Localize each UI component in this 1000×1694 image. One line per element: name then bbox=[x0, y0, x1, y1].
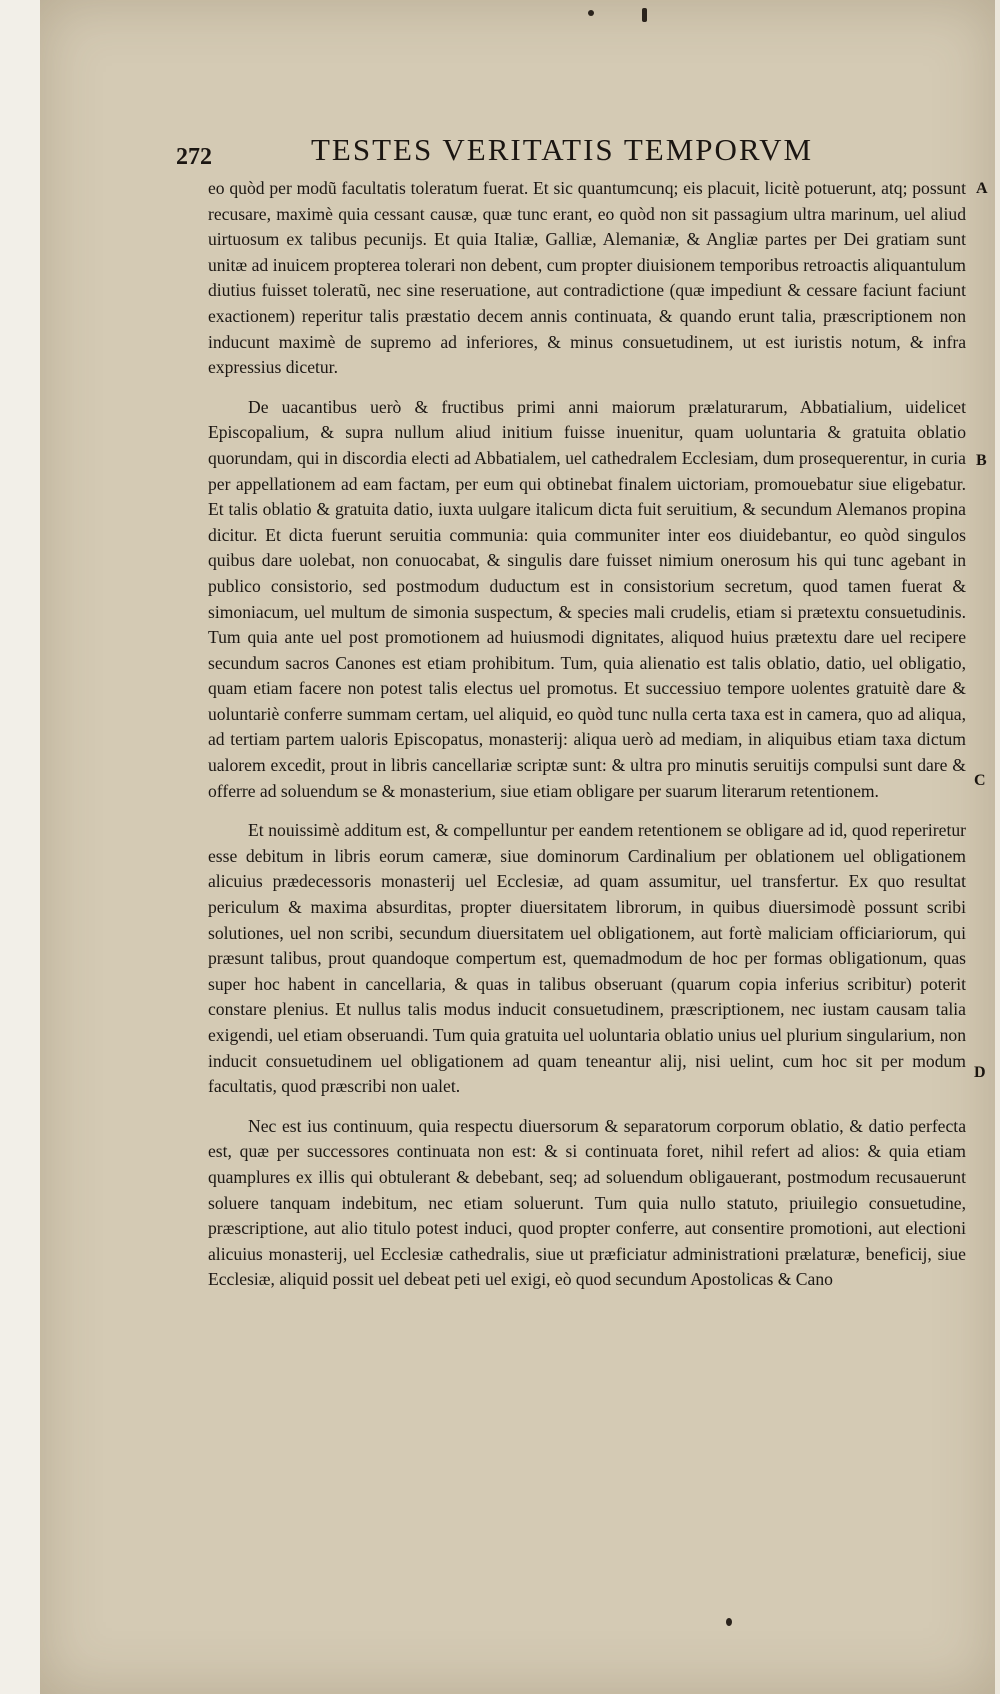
margin-letter-d: D bbox=[974, 1064, 986, 1081]
ink-spot bbox=[588, 10, 594, 16]
paragraph: eo quòd per modũ facultatis toleratum fuerat. Et sic quantumcunq; eis placuit, licitè potuerunt, atq; possunt recusare, maximè quia cessant causæ, quæ tunc erant, eo quòd non sit passagium ultra marinum, uel aliud uirtuosum ex talibus pecunijs. Et quia Italiæ, Galliæ, Alemaniæ, & Angliæ partes per Dei gratiam sunt unitæ ad inuicem propterea tolerari non debent, cum propter diuisionem temporibus retroactis aliquantulum diutius fuisset toleratũ, nec sine reseruatione, aut contradictione (quæ impediunt & cessare faciunt faciunt exactionem) reperitur talis præstatio decem annis continuata, & quando erunt talia, præscriptionem non inducunt maximè de supremo ad inferiores, & minus consuetudinem, ut est iuristis notum, & infra expressius dicetur. bbox=[208, 178, 966, 378]
ink-spot bbox=[642, 8, 647, 22]
margin-letter-a: A bbox=[976, 180, 988, 197]
page-number: 272 bbox=[176, 144, 212, 170]
margin-letter-b: B bbox=[976, 452, 987, 469]
paragraph: Nec est ius continuum, quia respectu diuersorum & separatorum corporum oblatio, & datio perfecta est, quæ per successores continuata non est: & si continuata foret, nihil refert ad alios: & quia etiam quamplures ex illis qui obtulerant & debebant, seq; ad soluendum obligauerant, postmodum recusauerunt soluere tanquam indebitum, nec etiam soluerunt. Tum quia nullo statuto, priuilegio consuetudine, præscriptione, aut alio titulo potest induci, quod propter conferre, aut consentire promotioni, aut electioni alicuius monasterij, uel Ecclesiæ cathedralis, siue ut præficiatur administrationi prælaturæ, beneficij, siue Ecclesiæ, aliquid possit uel debeat peti uel exigi, eò quod secundum Apostolicas & Cano bbox=[208, 1115, 966, 1290]
paragraph: Et nouissimè additum est, & compelluntur per eandem retentionem se obligare ad id, quod reperiretur esse debitum in libris eorum cameræ, siue dominorum Cardinalium per oblationem uel obligationem alicuius prædecessoris monasterij uel Ecclesiæ, ad quam assumitur, uel transfertur. Ex quo resultat periculum & maxima absurditas, propter diuersitatem librorum, in quibus diuersimodè possunt scribi solutiones, uel non scribi, secundum diuersitatem uel obligationem, aut fortè maliciam officiariorum, qui præsunt talibus, prout quandoque compertum est, quemadmodum de hoc per formas obligationum, quas super hoc habent in cancellaria, & quas in talibus obseruant (quarum copia inferius scribitur) poterit constare plenius. Et nullus talis modus inducit consuetudinem, præscriptionem, nec iustam causam talia exigendi, uel etiam obseruandi. Tum quia gratuita uel uoluntaria oblatio unius uel plurium singularium, non inducit consuetudinem uel obligationem ad quam teneantur alij, nisi uelint, cum hoc sit per modum facultatis, quod præscribi non ualet. bbox=[208, 820, 966, 1097]
body-text bbox=[208, 176, 966, 1293]
running-title: TESTES VERITATIS TEMPORVM bbox=[311, 132, 814, 167]
margin-letter-c: C bbox=[974, 772, 986, 789]
page-header bbox=[176, 132, 936, 172]
paragraph: De uacantibus uerò & fructibus primi anni maiorum prælaturarum, Abbatialium, uidelicet Episcopalium, & supra nullum aliud initium fuisse inuenitur, quam uoluntaria & gratuita oblatio quorundam, qui in discordia electi ad Abbatialem, uel cathedralem Ecclesiam, dum prosequerentur, in curia per appellationem ad eam factam, per eum qui obtinebat finalem uictoriam, promouebatur siue eligebatur. Et talis oblatio & gratuita datio, iuxta uulgare italicum dicta fuit seruitium, & secundum Alemanos propina dicitur. Et dicta fuerunt seruitia communia: quia communiter inter eos diuidebantur, eo quòd singulos quibus dare uolebat, non conuocabat, & singulis dare fuisset nimium onerosum his qui tunc agebant in publico consistorio, sed postmodum duductum est in consistorium secretum, quod tamen fuerat & simoniacum, uel multum de simonia suspectum, & species mali crudelis, etiam si prætextu consuetudinis. Tum quia ante uel post promotionem ad huiusmodi dignitates, aliquod huius prætextu dare uel recipere secundum sacros Canones est etiam prohibitum. Tum, quia alienatio est talis oblatio, datio, uel obligatio, quam etiam facere non potest talis electus uel promotus. Et successiuo tempore uolentes gratuitè dare & uoluntariè conferre summam certam, uel aliquid, eo quòd tunc nulla certa taxa est in camera, quo ad aliqua, ad tertiam partem ualoris Episcopatus, monasterij: aliqua uerò ad mediam, in aliquibus etiam taxa dictum ualorem excedit, prout in libris cancellariæ scriptæ sunt: & ultra pro minutis seruitijs compulsi sunt dare & offerre ad soluendum se & monasterium, siue etiam obligare per suarum literarum retentionem. bbox=[208, 396, 966, 801]
page-margin-left bbox=[0, 0, 40, 1694]
ink-spot bbox=[726, 1618, 732, 1626]
